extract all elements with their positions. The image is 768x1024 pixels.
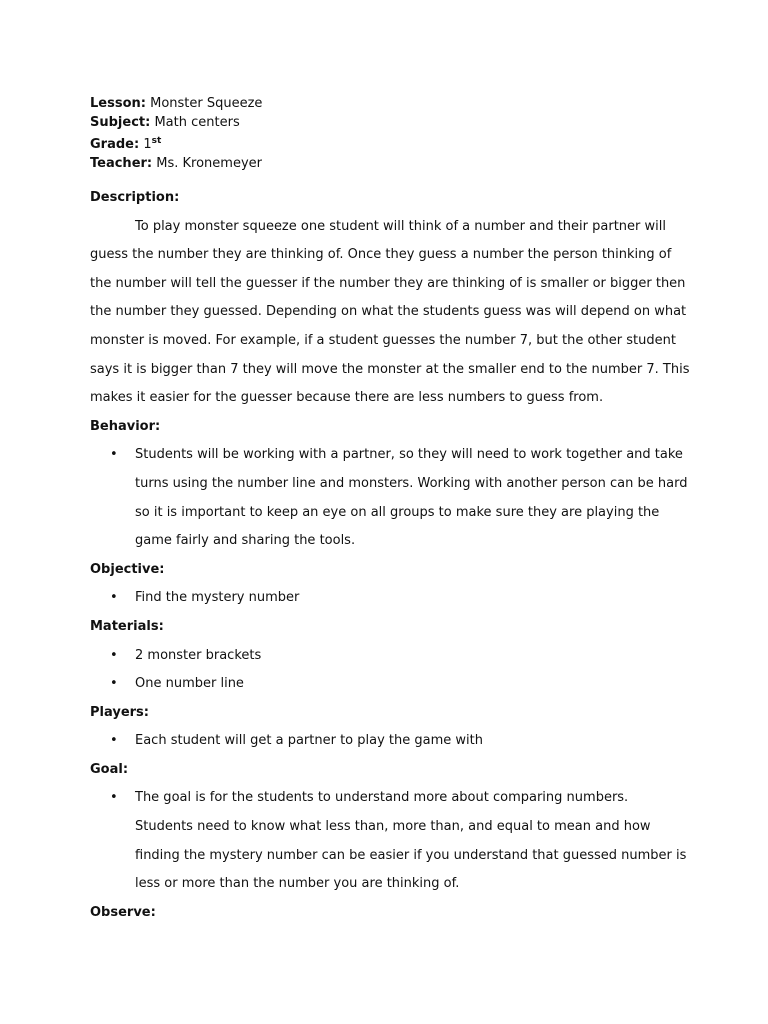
players-heading: Players: xyxy=(90,704,149,720)
list-item-text: Each student will get a partner to play the game with xyxy=(135,733,483,749)
lesson-label: Lesson: xyxy=(90,96,146,111)
list-item-text: One number line xyxy=(135,676,244,692)
list-item xyxy=(90,441,690,555)
bullet-icon: • xyxy=(110,590,118,606)
subject-label: Subject: xyxy=(90,115,151,130)
lesson-row xyxy=(90,94,262,113)
materials-list xyxy=(90,642,690,699)
goal-heading: Goal: xyxy=(90,761,129,777)
bullet-icon: • xyxy=(110,647,118,663)
list-item-text: Students will be working with a partner, so they will need to work together and take turns using the number line and monsters. Working with another person can be hard so it is important to keep an eye on all groups to make sure they are playing the game fairly and sharing the tools. xyxy=(135,447,688,549)
description-section xyxy=(90,184,690,413)
bullet-icon: • xyxy=(110,733,118,749)
list-item xyxy=(90,584,690,613)
lesson-value: Monster Squeeze xyxy=(150,96,263,111)
observe-heading: Observe: xyxy=(90,904,156,920)
bullet-icon: • xyxy=(110,447,118,463)
teacher-row xyxy=(90,154,262,173)
subject-value: Math centers xyxy=(154,115,240,130)
list-item-text: Find the mystery number xyxy=(135,590,300,606)
subject-row xyxy=(90,113,262,132)
players-section xyxy=(90,699,690,756)
list-item xyxy=(90,670,690,699)
grade-value: 1 xyxy=(143,137,152,152)
behavior-section xyxy=(90,413,690,556)
objective-list xyxy=(90,584,690,613)
goal-section xyxy=(90,756,690,899)
players-list xyxy=(90,727,690,756)
objective-section xyxy=(90,556,690,613)
grade-label: Grade: xyxy=(90,137,140,152)
list-item xyxy=(90,784,690,898)
list-item xyxy=(90,727,690,756)
bullet-icon: • xyxy=(110,676,118,692)
grade-row xyxy=(90,132,262,154)
behavior-list xyxy=(90,441,690,555)
lesson-header xyxy=(90,94,262,173)
list-item-text: The goal is for the students to understand more about comparing numbers. Students need to know what less than, more than, and equal to mean and how finding the mystery number can be easier if you understand that guessed number is less or more than the number you are thinking of. xyxy=(135,790,687,892)
behavior-heading: Behavior: xyxy=(90,418,161,434)
goal-list xyxy=(90,784,690,898)
bullet-icon: • xyxy=(110,790,118,806)
materials-heading: Materials: xyxy=(90,618,164,634)
document-body xyxy=(90,184,690,927)
materials-section xyxy=(90,613,690,699)
list-item-text: 2 monster brackets xyxy=(135,647,262,663)
description-heading: Description: xyxy=(90,190,180,205)
description-text: To play monster squeeze one student will think of a number and their partner will guess the number they are thinking of. Once they guess a number the person thinking of the number will tell the guesser if the number they are thinking of is smaller or bigger then the number they guessed. Depending on what the students guess was will depend on what monster is moved. For example, if a student guesses the number 7, but the other student says it is bigger than 7 they will move the monster at the smaller end to the number 7. This makes it easier for the guesser because there are less numbers to guess from. xyxy=(90,218,690,406)
teacher-value: Ms. Kronemeyer xyxy=(156,156,262,171)
list-item xyxy=(90,642,690,671)
grade-suffix: st xyxy=(151,136,162,146)
observe-section xyxy=(90,899,690,928)
teacher-label: Teacher: xyxy=(90,156,153,171)
objective-heading: Objective: xyxy=(90,561,165,577)
